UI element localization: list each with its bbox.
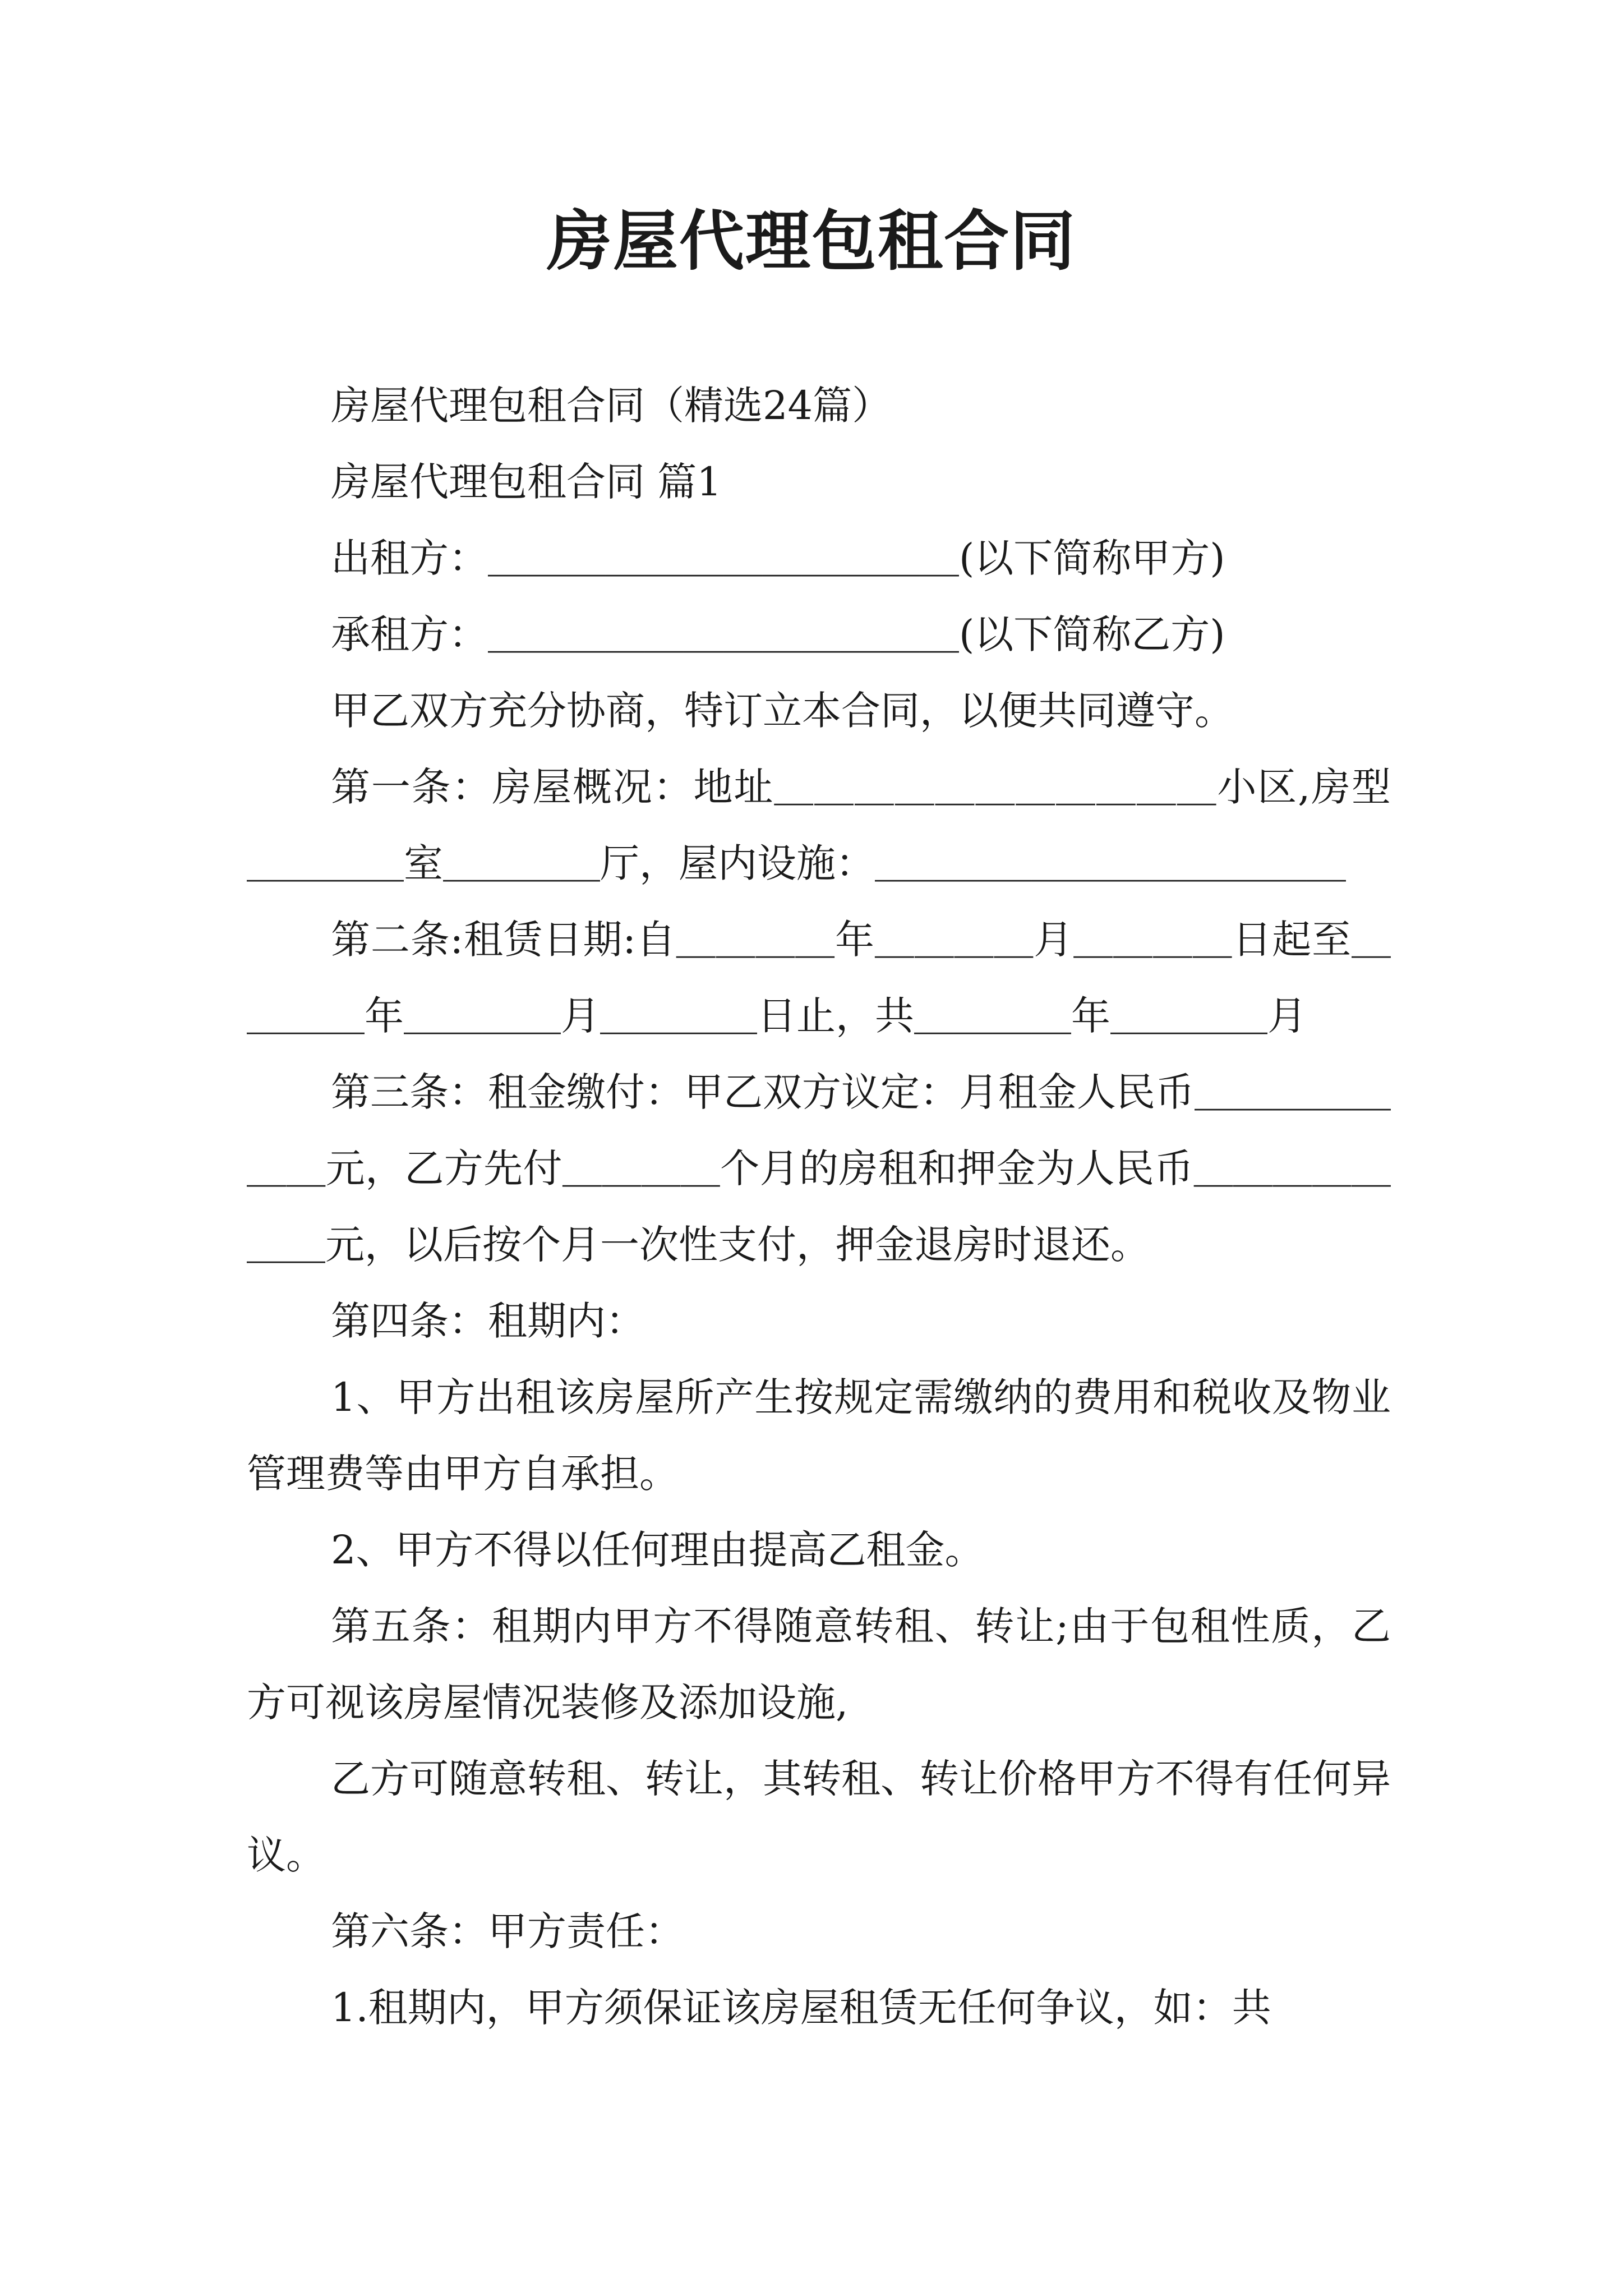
paragraph-lessee: 承租方：＿＿＿＿＿＿＿＿＿＿＿＿(以下简称乙方) [331,611,1225,657]
document-title: 房屋代理包租合同 [547,203,1076,279]
paragraph-agreement: 甲乙双方充分协商，特订立本合同，以便共同遵守。 [331,688,1234,734]
paragraph-article-1: 第一条：房屋概况：地址＿＿＿＿＿＿＿＿＿＿＿小区,房型＿＿＿＿室＿＿＿＿厅，屋内设施：＿＿＿＿＿＿＿＿＿＿＿＿ [247,764,1391,886]
paragraph-article-4-item-1: 1、甲方出租该房屋所产生按规定需缴纳的费用和税收及物业管理费等由甲方自承担。 [247,1374,1391,1497]
paragraph-article-6-item-1: 1.租期内，甲方须保证该房屋租赁无任何争议，如：共 [331,1985,1271,2031]
paragraph-section-heading: 房屋代理包租合同 篇1 [331,459,722,505]
paragraph-article-5-cont: 乙方可随意转租、转让，其转租、转让价格甲方不得有任何异议。 [247,1756,1391,1878]
paragraph-subtitle: 房屋代理包租合同（精选24篇） [331,383,892,429]
paragraph-article-5: 第五条：租期内甲方不得随意转租、转让;由于包租性质，乙方可视该房屋情况装修及添加设施, [247,1603,1391,1726]
paragraph-article-2: 第二条:租赁日期:自＿＿＿＿年＿＿＿＿月＿＿＿＿日起至＿＿＿＿年＿＿＿＿月＿＿＿＿日止，共＿＿＿＿年＿＿＿＿月 [247,917,1391,1039]
paragraph-article-3: 第三条：租金缴付：甲乙双方议定：月租金人民币＿＿＿＿＿＿＿元，乙方先付＿＿＿＿个月的房租和押金为人民币＿＿＿＿＿＿＿元，以后按个月一次性支付，押金退房时退还。 [247,1069,1391,1268]
paragraph-lessor: 出租方：＿＿＿＿＿＿＿＿＿＿＿＿(以下简称甲方) [331,535,1225,581]
document-body [247,367,1391,2046]
paragraph-article-6: 第六条：甲方责任： [331,1908,684,1954]
paragraph-article-4-item-2: 2、甲方不得以任何理由提高乙租金。 [331,1527,984,1573]
paragraph-article-4: 第四条：租期内： [331,1298,645,1344]
